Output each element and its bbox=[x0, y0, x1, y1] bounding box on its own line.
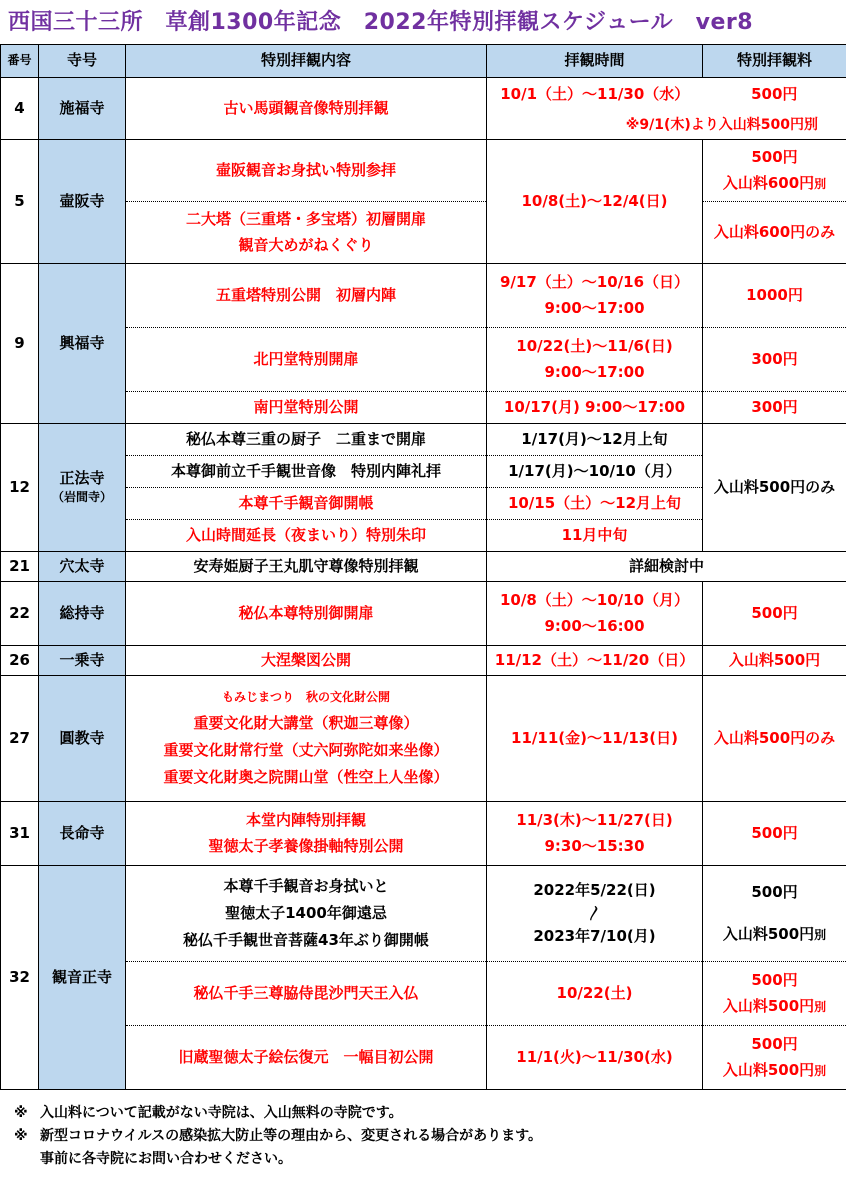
visit-time bbox=[487, 328, 703, 392]
visit-fee: 入山料500円 bbox=[703, 646, 846, 676]
visit-fee: 入山料500円のみ bbox=[703, 676, 846, 802]
table-row bbox=[1, 552, 846, 582]
table-row bbox=[1, 802, 846, 866]
content-line: 聖徳太子1400年御遠忌 bbox=[225, 903, 387, 922]
special-content bbox=[126, 866, 487, 962]
visit-time: 詳細検討中 bbox=[487, 552, 846, 582]
table-row bbox=[1, 328, 846, 392]
header-time: 拝観時間 bbox=[487, 45, 703, 78]
table-row bbox=[1, 264, 846, 328]
row-number: 31 bbox=[1, 802, 39, 866]
visit-fee: 入山料600円のみ bbox=[703, 202, 846, 264]
special-content: 本尊千手観音御開帳 bbox=[126, 488, 487, 520]
row-number: 27 bbox=[1, 676, 39, 802]
time-line: 9:00～17:00 bbox=[544, 298, 645, 317]
special-content: 秘仏本尊三重の厨子 二重まで開扉 bbox=[126, 424, 487, 456]
row-number: 12 bbox=[1, 424, 39, 552]
content-line: 秘仏千手観世音菩薩43年ぶり御開帳 bbox=[183, 931, 429, 950]
time-line: 9/17（土）～10/16（日） bbox=[499, 273, 690, 292]
temple-name: 壷阪寺 bbox=[39, 140, 126, 264]
temple-name: 穴太寺 bbox=[39, 552, 126, 582]
temple-name: 一乗寺 bbox=[39, 646, 126, 676]
visit-fee: 1000円 bbox=[703, 264, 846, 328]
special-content bbox=[126, 676, 487, 802]
footnote-text: 新型コロナウイルスの感染拡大防止等の理由から、変更される場合があります。 bbox=[40, 1128, 543, 1144]
fee-entry bbox=[703, 998, 846, 1015]
special-content: 秘仏千手三尊脇侍毘沙門天王入仏 bbox=[126, 962, 487, 1026]
table-row bbox=[1, 1026, 846, 1090]
visit-fee: 500円 bbox=[703, 582, 846, 646]
schedule-table bbox=[0, 44, 846, 1090]
time-line: 〳 bbox=[586, 903, 602, 922]
row-number: 4 bbox=[1, 78, 39, 140]
visit-time: 10/22(土) bbox=[487, 962, 703, 1026]
visit-fee bbox=[703, 140, 846, 202]
table-row bbox=[1, 646, 846, 676]
content-line: 重要文化財常行堂（丈六阿弥陀如来坐像） bbox=[163, 740, 449, 759]
visit-time: 11/12（土）～11/20（日） bbox=[487, 646, 703, 676]
visit-time bbox=[487, 264, 703, 328]
fee-entry-text: 入山料600円 bbox=[722, 173, 815, 192]
row-number: 26 bbox=[1, 646, 39, 676]
visit-time: 10/17(月) 9:00～17:00 bbox=[487, 392, 703, 424]
content-line: 観音大めがねくぐり bbox=[238, 235, 374, 254]
table-row bbox=[1, 140, 846, 202]
time-line: 11/3(木)～11/27(日) bbox=[516, 811, 673, 830]
visit-fee bbox=[703, 962, 846, 1026]
table-row bbox=[1, 392, 846, 424]
table-row bbox=[1, 78, 846, 112]
time-line: 10/22(土)～11/6(日) bbox=[516, 337, 673, 356]
fee-entry bbox=[703, 175, 846, 192]
time-line: 2022年5/22(日) bbox=[533, 880, 656, 899]
temple-name: 興福寺 bbox=[39, 264, 126, 424]
visit-time: 1/17(月)～12月上旬 bbox=[487, 424, 703, 456]
content-line: 本堂内陣特別拝観 bbox=[245, 811, 366, 830]
time-line: 9:00～17:00 bbox=[544, 362, 645, 381]
footnote bbox=[0, 1102, 846, 1125]
table-row bbox=[1, 676, 846, 802]
visit-time: 10/1（土）～11/30（水） bbox=[487, 78, 703, 112]
fee-suffix: 別 bbox=[814, 999, 827, 1014]
visit-time: 1/17(月)～10/10（月） bbox=[487, 456, 703, 488]
visit-fee bbox=[703, 1026, 846, 1090]
time-line: 2023年7/10(月) bbox=[533, 927, 656, 946]
visit-time: 10/15（土）～12月上旬 bbox=[487, 488, 703, 520]
time-line: 9:30～15:30 bbox=[544, 836, 645, 855]
visit-time: 11/1(火)～11/30(水) bbox=[487, 1026, 703, 1090]
visit-fee: 入山料500円のみ bbox=[703, 424, 846, 552]
fee-entry bbox=[703, 1062, 846, 1079]
row-number: 9 bbox=[1, 264, 39, 424]
footnote bbox=[0, 1148, 846, 1171]
header-temple: 寺号 bbox=[39, 45, 126, 78]
temple-name: 観音正寺 bbox=[39, 866, 126, 1090]
footnote bbox=[0, 1125, 846, 1148]
page-title: 西国三十三所 草創1300年記念 2022年特別拝観スケジュール ver8 bbox=[8, 9, 754, 35]
special-content: 安寿姫厨子王丸肌守尊像特別拝観 bbox=[126, 552, 487, 582]
fee-entry bbox=[703, 926, 846, 943]
temple-label: 正法寺 bbox=[59, 468, 105, 487]
table-row bbox=[1, 202, 846, 264]
visit-fee bbox=[703, 866, 846, 962]
content-subtitle: もみじまつり 秋の文化財公開 bbox=[221, 689, 390, 704]
content-line: 重要文化財奥之院開山堂（性空上人坐像） bbox=[163, 768, 449, 787]
header-content: 特別拝観内容 bbox=[126, 45, 487, 78]
visit-time: 10/8(土)～12/4(日) bbox=[487, 140, 703, 264]
fee-amount: 500円 bbox=[751, 883, 798, 902]
footnote-text: 事前に各寺院にお問い合わせください。 bbox=[40, 1151, 292, 1167]
special-content: 壷阪観音お身拭い特別参拝 bbox=[126, 140, 487, 202]
special-content: 古い馬頭観音像特別拝観 bbox=[126, 78, 487, 140]
special-content: 大涅槃図公開 bbox=[126, 646, 487, 676]
fee-suffix: 別 bbox=[814, 176, 827, 191]
content-line: 本尊千手観音お身拭いと bbox=[223, 876, 389, 895]
footnotes bbox=[0, 1102, 846, 1171]
content-line: 聖徳太子孝養像掛軸特別公開 bbox=[208, 836, 404, 855]
content-line: 二大塔（三重塔・多宝塔）初層開扉 bbox=[185, 210, 426, 229]
table-row bbox=[1, 962, 846, 1026]
note-mark: ※ bbox=[14, 1105, 28, 1121]
fee-entry-text: 入山料500円 bbox=[722, 996, 815, 1015]
header-row bbox=[1, 45, 846, 78]
special-content: 旧蔵聖徳太子絵伝復元 一幅目初公開 bbox=[126, 1026, 487, 1090]
fee-suffix: 別 bbox=[814, 927, 827, 942]
fee-entry-text: 入山料500円 bbox=[722, 924, 815, 943]
temple-name bbox=[39, 424, 126, 552]
table-row bbox=[1, 582, 846, 646]
row-number: 21 bbox=[1, 552, 39, 582]
special-content bbox=[126, 202, 487, 264]
visit-time: 11月中旬 bbox=[487, 520, 703, 552]
temple-name: 総持寺 bbox=[39, 582, 126, 646]
temple-name: 施福寺 bbox=[39, 78, 126, 140]
header-number: 番号 bbox=[1, 45, 39, 78]
table-row bbox=[1, 866, 846, 962]
visit-fee: 300円 bbox=[703, 392, 846, 424]
fee-note: ※9/1(木)より入山料500円別 bbox=[487, 112, 846, 140]
row-number: 5 bbox=[1, 140, 39, 264]
fee-amount: 500円 bbox=[751, 1035, 798, 1054]
time-line: 9:00～16:00 bbox=[544, 616, 645, 635]
row-number: 32 bbox=[1, 866, 39, 1090]
temple-alias: （岩間寺） bbox=[51, 490, 112, 505]
special-content: 南円堂特別公開 bbox=[126, 392, 487, 424]
header-fee: 特別拝観料 bbox=[703, 45, 846, 78]
fee-suffix: 別 bbox=[814, 1063, 827, 1078]
visit-fee: 300円 bbox=[703, 328, 846, 392]
fee-amount: 500円 bbox=[751, 971, 798, 990]
visit-time bbox=[487, 582, 703, 646]
row-number: 22 bbox=[1, 582, 39, 646]
special-content: 五重塔特別公開 初層内陣 bbox=[126, 264, 487, 328]
time-line: 10/8（土）～10/10（月） bbox=[499, 591, 690, 610]
visit-fee: 500円 bbox=[703, 802, 846, 866]
temple-name: 長命寺 bbox=[39, 802, 126, 866]
fee-entry-text: 入山料500円 bbox=[722, 1060, 815, 1079]
table-row bbox=[1, 424, 846, 456]
special-content: 入山時間延長（夜まいり）特別朱印 bbox=[126, 520, 487, 552]
footnote-text: 入山料について記載がない寺院は、入山無料の寺院です。 bbox=[40, 1105, 403, 1121]
content-line: 重要文化財大講堂（釈迦三尊像） bbox=[193, 713, 419, 732]
temple-name: 圓教寺 bbox=[39, 676, 126, 802]
note-mark: ※ bbox=[14, 1128, 28, 1144]
visit-time bbox=[487, 866, 703, 962]
special-content bbox=[126, 802, 487, 866]
visit-time bbox=[487, 802, 703, 866]
special-content: 本尊御前立千手観世音像 特別内陣礼拝 bbox=[126, 456, 487, 488]
visit-fee: 500円 bbox=[703, 78, 846, 112]
special-content: 北円堂特別開扉 bbox=[126, 328, 487, 392]
fee-amount: 500円 bbox=[751, 148, 798, 167]
special-content: 秘仏本尊特別御開扉 bbox=[126, 582, 487, 646]
visit-time: 11/11(金)～11/13(日) bbox=[487, 676, 703, 802]
